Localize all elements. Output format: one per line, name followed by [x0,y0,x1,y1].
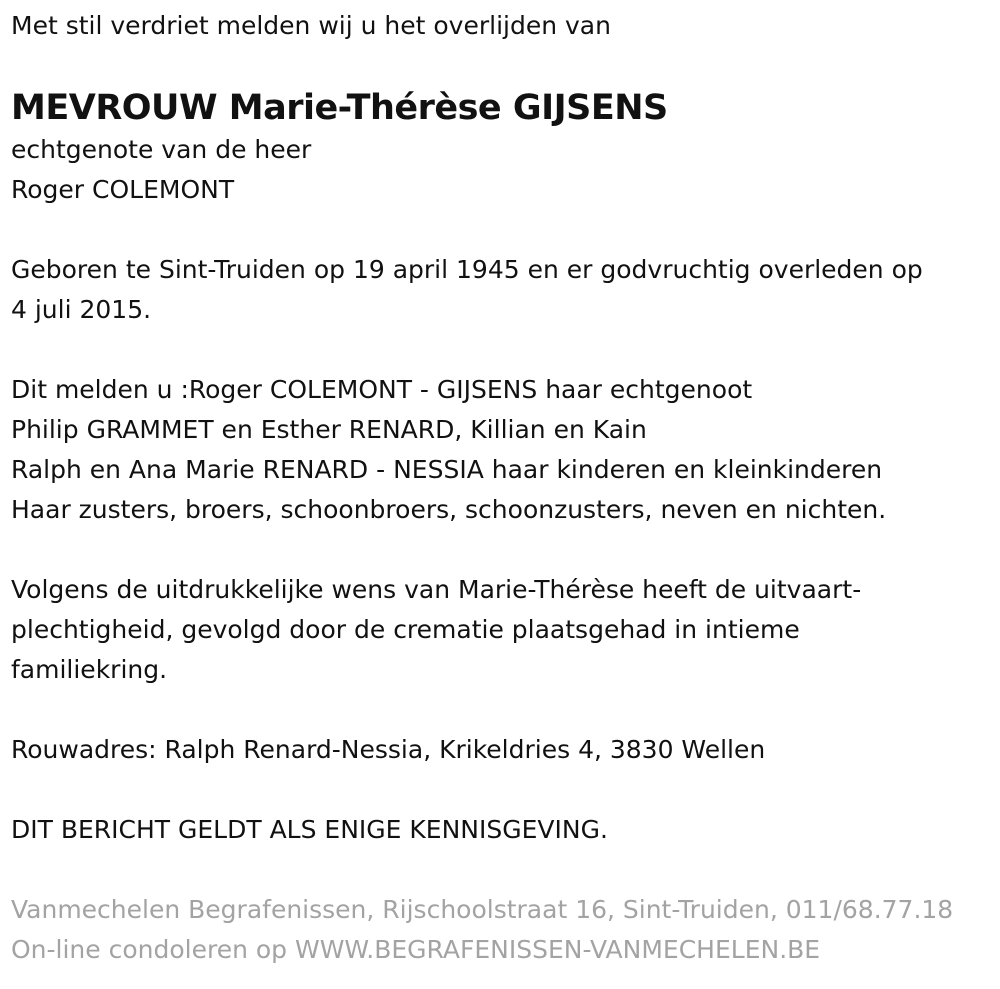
wish-line: familiekring. [11,655,168,684]
spacer [11,330,991,370]
spacer [11,530,991,570]
condolence-link[interactable]: On-line condoleren op WWW.BEGRAFENISSEN-VANMECHELEN.BE [11,935,821,964]
spouse-line-2: Roger COLEMONT [11,175,235,204]
obituary-notice [11,0,991,970]
spacer [11,690,991,730]
spacer [11,770,991,810]
birth-death-line-1: Geboren te Sint-Truiden op 19 april 1945 en er godvruchtig overleden op [11,255,923,284]
spacer [11,850,991,890]
notice-statement: DIT BERICHT GELDT ALS ENIGE KENNISGEVING. [11,815,608,844]
family-line: Dit melden u :Roger COLEMONT - GIJSENS haar echtgenoot [11,375,753,404]
intro-text: Met stil verdriet melden wij u het overlijden van [11,11,611,40]
mourning-address: Rouwadres: Ralph Renard-Nessia, Krikeldries 4, 3830 Wellen [11,735,766,764]
spouse-line-1: echtgenote van de heer [11,135,312,164]
wish-line: plechtigheid, gevolgd door de crematie plaatsgehad in intieme [11,615,800,644]
wish-line: Volgens de uitdrukkelijke wens van Marie-Thérèse heeft de uitvaart- [11,575,862,604]
funeral-home-info: Vanmechelen Begrafenissen, Rijschoolstraat 16, Sint-Truiden, 011/68.77.18 [11,895,954,924]
family-line: Philip GRAMMET en Esther RENARD, Killian en Kain [11,415,647,444]
birth-death-line-2: 4 juli 2015. [11,295,152,324]
family-line: Haar zusters, broers, schoonbroers, schoonzusters, neven en nichten. [11,495,887,524]
family-line: Ralph en Ana Marie RENARD - NESSIA haar kinderen en kleinkinderen [11,455,883,484]
deceased-name: MEVROUW Marie-Thérèse GIJSENS [11,88,668,128]
spacer [11,210,991,250]
